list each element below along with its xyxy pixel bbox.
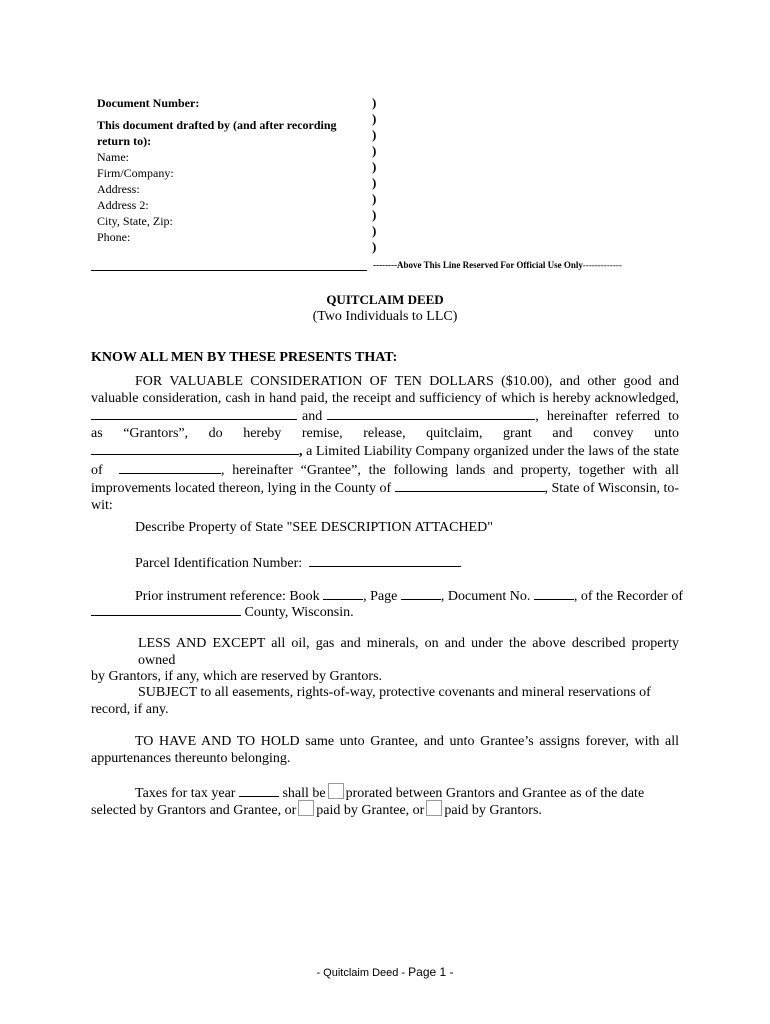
tax-year-blank[interactable]: [239, 784, 279, 797]
parcel-id-label: Parcel Identification Number:: [135, 556, 303, 571]
grantee-name-line: [91, 442, 679, 461]
text-line: paid by Grantee, or: [316, 803, 425, 818]
grantor1-blank[interactable]: [91, 407, 297, 420]
official-use-line: [373, 260, 622, 270]
text-line: TO HAVE AND TO HOLD same unto Grantee, and unto Grantee’s assigns forever, with all: [135, 734, 679, 749]
text-line: a Limited Liability Company organized under the laws of the state: [302, 444, 679, 459]
parenthesis-mark: ): [372, 191, 377, 206]
footer-doc-label: - Quitclaim Deed -: [316, 967, 409, 979]
subject-to-paragraph: [91, 685, 679, 718]
text-line: prorated between Grantors and Grantee as of the date: [345, 786, 645, 801]
parenthesis-mark: ): [372, 127, 377, 142]
grantor2-blank[interactable]: [327, 407, 535, 420]
parenthesis-mark: ): [372, 239, 377, 254]
text-line: selected by Grantors and Grantee, or: [91, 803, 297, 818]
recorder-county-blank[interactable]: [91, 603, 241, 616]
county-blank[interactable]: [395, 479, 544, 492]
document-title: QUITCLAIM DEED: [326, 292, 444, 307]
footer-page-number: Page 1 -: [408, 965, 454, 979]
less-and-except-paragraph: [91, 636, 679, 686]
phone-field-label: Phone:: [97, 230, 131, 244]
parenthesis-mark: ): [372, 95, 377, 110]
of-text: of: [91, 462, 103, 478]
text-line: , Page: [363, 589, 401, 604]
property-description: Describe Property of State "SEE DESCRIPTION ATTACHED": [135, 520, 493, 535]
official-use-text: Above This Line Reserved For Official Use Only: [396, 260, 583, 270]
state-blank[interactable]: [119, 461, 221, 474]
and-text: and: [302, 409, 323, 424]
text-line: , Document No.: [440, 589, 534, 604]
address2-field-label: Address 2:: [97, 198, 149, 212]
document-number-label: Document Number:: [97, 96, 200, 110]
comma-text: ,: [299, 444, 303, 459]
recording-rule-line: [91, 270, 367, 271]
address-field-label: Address:: [97, 182, 140, 196]
document-subtitle: (Two Individuals to LLC): [312, 309, 458, 324]
text-line: SUBJECT to all easements, rights-of-way, protective covenants and mineral reservations of: [138, 685, 651, 700]
grantee-name-blank[interactable]: [91, 442, 299, 455]
grantee-state-line: [91, 461, 679, 480]
text-line: , hereinafter referred to: [535, 409, 679, 424]
drafted-by-label-line1: This document drafted by (and after recording: [97, 118, 337, 132]
paid-by-grantors-checkbox[interactable]: [426, 800, 442, 816]
text-line: , State of Wisconsin, to-: [544, 481, 679, 496]
text-line: FOR VALUABLE CONSIDERATION OF TEN DOLLARS ($10.00), and other good and: [135, 374, 679, 389]
parenthesis-mark: ): [372, 143, 377, 158]
prior-instrument-line2: [91, 603, 354, 622]
paid-by-grantee-checkbox[interactable]: [298, 800, 314, 816]
text-line: wit:: [91, 497, 113, 513]
parenthesis-mark: ): [372, 207, 377, 222]
taxes-line2: [91, 800, 542, 820]
name-field-label: Name:: [97, 150, 129, 164]
parcel-id-line: [135, 554, 461, 573]
document-no-blank[interactable]: [534, 587, 574, 600]
parenthesis-mark: ): [372, 111, 377, 126]
text-line: LESS AND EXCEPT all oil, gas and minerals, on and under the above described property owned: [138, 636, 679, 668]
text-line: , hereinafter “Grantee”, the following lands and property, together with all: [221, 462, 679, 478]
page-footer: [0, 965, 770, 979]
text-line: valuable consideration, cash in hand paid, the receipt and sufficiency of which is hereby acknowledged,: [91, 390, 679, 406]
firm-company-field-label: Firm/Company:: [97, 166, 174, 180]
text-line: record, if any.: [91, 701, 169, 717]
conveyance-paragraph: [91, 374, 679, 514]
drafted-by-label-line2: return to):: [97, 134, 152, 148]
official-use-dashes: -------------: [582, 260, 622, 270]
text-line: Prior instrument reference: Book: [135, 589, 324, 604]
text-line: improvements located thereon, lying in the County of: [91, 481, 392, 496]
text-line: as “Grantors”, do hereby remise, release, quitclaim, grant and convey unto: [91, 425, 679, 441]
county-line: [91, 479, 679, 498]
book-blank[interactable]: [323, 587, 363, 600]
prorated-checkbox[interactable]: [328, 783, 344, 799]
parenthesis-mark: ): [372, 223, 377, 238]
text-line: by Grantors, if any, which are reserved by Grantors.: [91, 669, 383, 684]
grantors-names-line: [91, 407, 679, 426]
text-line: County, Wisconsin.: [241, 605, 354, 620]
habendum-paragraph: [91, 734, 679, 767]
parenthesis-mark: ): [372, 159, 377, 174]
text-line: paid by Grantors.: [444, 803, 542, 818]
text-line: shall be: [278, 786, 326, 801]
page-blank[interactable]: [401, 587, 441, 600]
text-line: Taxes for tax year: [135, 786, 239, 801]
intro-heading: KNOW ALL MEN BY THESE PRESENTS THAT:: [91, 350, 398, 365]
parenthesis-mark: ): [372, 175, 377, 190]
city-state-zip-field-label: City, State, Zip:: [97, 214, 173, 228]
text-line: appurtenances thereunto belonging.: [91, 750, 291, 766]
parcel-id-blank[interactable]: [309, 554, 461, 567]
official-use-dashes: --------: [373, 260, 397, 270]
text-line: , of the Recorder of: [573, 589, 684, 604]
